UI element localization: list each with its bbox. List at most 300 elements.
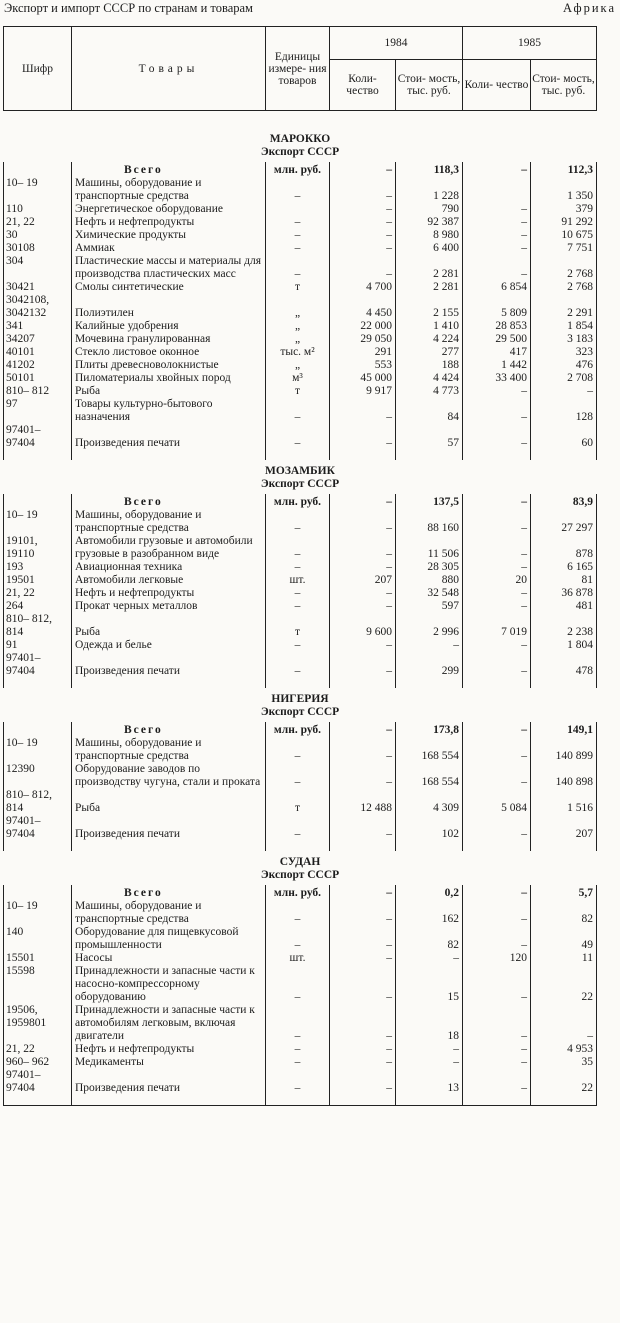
row-code: 193 — [4, 561, 72, 574]
row-v1: 162 — [396, 900, 463, 926]
row-goods: Машины, оборудование и транспортные средства — [72, 737, 266, 763]
total-unit: млн. руб. — [266, 885, 330, 900]
gap-cell — [531, 841, 597, 851]
row-q2: – — [463, 1004, 531, 1043]
table-row — [4, 1004, 597, 1043]
row-goods: Рыба — [72, 385, 266, 398]
total-v2: 5,7 — [531, 885, 597, 900]
row-q2: 1 442 — [463, 359, 531, 372]
row-v1: 15 — [396, 965, 463, 1004]
row-q1: – — [330, 600, 396, 613]
row-code: 10– 19 — [4, 509, 72, 535]
col-code-header: Шифр — [4, 27, 72, 111]
row-goods: Нефть и нефтепродукты — [72, 587, 266, 600]
gap-cell — [396, 678, 463, 688]
row-goods: Оборудование для пищевкусовой промышленности — [72, 926, 266, 952]
row-code: 19506, 1959801 — [4, 1004, 72, 1043]
row-q2: 120 — [463, 952, 531, 965]
row-unit: – — [266, 535, 330, 561]
row-q2: – — [463, 216, 531, 229]
row-q2: – — [463, 242, 531, 255]
row-v2: 4 953 — [531, 1043, 597, 1056]
row-goods: Аммиак — [72, 242, 266, 255]
section-subtitle: Экспорт СССР — [260, 478, 340, 490]
row-unit: – — [266, 229, 330, 242]
row-q1: – — [330, 1043, 396, 1056]
row-q2: – — [463, 815, 531, 841]
row-v1: 84 — [396, 398, 463, 424]
row-v2: 22 — [531, 965, 597, 1004]
row-goods: Принадлежности и запасные части к насосно-компрессорному оборудованию — [72, 965, 266, 1004]
row-unit: тыс. м² — [266, 346, 330, 359]
row-goods: Медикаменты — [72, 1056, 266, 1069]
row-v2: 3 183 — [531, 333, 597, 346]
section-subtitle: Экспорт СССР — [260, 146, 340, 158]
country-name: МОЗАМБИК — [265, 465, 335, 477]
row-goods: Нефть и нефтепродукты — [72, 216, 266, 229]
row-q1: 45 000 — [330, 372, 396, 385]
row-unit: т — [266, 789, 330, 815]
row-code: 15501 — [4, 952, 72, 965]
row-q1: – — [330, 509, 396, 535]
row-unit: „ — [266, 320, 330, 333]
row-unit: – — [266, 587, 330, 600]
row-q1: 291 — [330, 346, 396, 359]
row-v2: 478 — [531, 652, 597, 678]
row-unit: шт. — [266, 574, 330, 587]
row-v1: – — [396, 1043, 463, 1056]
row-unit: т — [266, 613, 330, 639]
row-unit: – — [266, 815, 330, 841]
table-row — [4, 242, 597, 255]
table-row — [4, 320, 597, 333]
total-q1: – — [330, 162, 396, 177]
row-q1: – — [330, 203, 396, 216]
gap-cell — [330, 841, 396, 851]
row-v1: 1 410 — [396, 320, 463, 333]
row-code: 41202 — [4, 359, 72, 372]
row-v1: – — [396, 952, 463, 965]
row-unit: – — [266, 398, 330, 424]
row-q2: – — [463, 926, 531, 952]
row-v2: 91 292 — [531, 216, 597, 229]
row-unit: – — [266, 639, 330, 652]
row-v2: 2 238 — [531, 613, 597, 639]
row-unit: – — [266, 652, 330, 678]
row-v2: 2 768 — [531, 281, 597, 294]
section-gap — [4, 841, 597, 851]
table-row — [4, 613, 597, 639]
row-goods: Смолы синтетические — [72, 281, 266, 294]
row-goods: Машины, оборудование и транспортные средства — [72, 509, 266, 535]
col-goods-header: Товары — [72, 27, 266, 111]
total-label: Всего — [72, 162, 266, 177]
row-code: 97 — [4, 398, 72, 424]
table-row — [4, 294, 597, 320]
row-code: 97401– 97404 — [4, 1069, 72, 1095]
row-q1: – — [330, 815, 396, 841]
row-unit: – — [266, 1004, 330, 1043]
row-code: 21, 22 — [4, 216, 72, 229]
row-v1: 28 305 — [396, 561, 463, 574]
row-q1: – — [330, 652, 396, 678]
gap-cell — [266, 841, 330, 851]
country-name: НИГЕРИЯ — [271, 693, 329, 705]
row-v1: 277 — [396, 346, 463, 359]
row-goods: Насосы — [72, 952, 266, 965]
row-code: 960– 962 — [4, 1056, 72, 1069]
row-v2: 481 — [531, 600, 597, 613]
row-q1: 4 450 — [330, 294, 396, 320]
row-code: 810– 812 — [4, 385, 72, 398]
total-code — [4, 162, 72, 177]
row-q2: – — [463, 203, 531, 216]
table-row — [4, 281, 597, 294]
gap-cell — [4, 678, 72, 688]
gap-cell — [72, 678, 266, 688]
row-code: 50101 — [4, 372, 72, 385]
row-v1: 88 160 — [396, 509, 463, 535]
row-v2: 2 768 — [531, 255, 597, 281]
row-q2: – — [463, 763, 531, 789]
gap-cell — [330, 450, 396, 460]
row-code: 3042108, 3042132 — [4, 294, 72, 320]
row-q2: – — [463, 737, 531, 763]
row-v2: 1 350 — [531, 177, 597, 203]
row-v1: 2 281 — [396, 255, 463, 281]
table-row — [4, 965, 597, 1004]
row-v2: 11 — [531, 952, 597, 965]
table-row — [4, 509, 597, 535]
gap-cell — [531, 1095, 597, 1106]
row-goods: Принадлежности и запасные части к автомобилям легковым, включая двигатели — [72, 1004, 266, 1043]
row-q2: – — [463, 255, 531, 281]
row-unit: – — [266, 737, 330, 763]
row-unit: „ — [266, 333, 330, 346]
total-row — [4, 494, 597, 509]
row-code: 40101 — [4, 346, 72, 359]
row-unit: шт. — [266, 952, 330, 965]
row-q2: 33 400 — [463, 372, 531, 385]
row-v1: 2 155 — [396, 294, 463, 320]
total-q2: – — [463, 494, 531, 509]
row-q2: 417 — [463, 346, 531, 359]
row-q1: 12 488 — [330, 789, 396, 815]
row-q1: – — [330, 965, 396, 1004]
row-q2: 5 809 — [463, 294, 531, 320]
gap-cell — [396, 450, 463, 460]
col-year1-header: 1984 — [330, 27, 463, 60]
total-q1: – — [330, 722, 396, 737]
row-q2: 5 084 — [463, 789, 531, 815]
total-label: Всего — [72, 722, 266, 737]
row-q2: – — [463, 1069, 531, 1095]
row-unit: – — [266, 965, 330, 1004]
row-v2: 22 — [531, 1069, 597, 1095]
row-unit: – — [266, 763, 330, 789]
row-v2: 128 — [531, 398, 597, 424]
row-unit: – — [266, 561, 330, 574]
row-q2: 28 853 — [463, 320, 531, 333]
row-q2: 20 — [463, 574, 531, 587]
row-q1: – — [330, 177, 396, 203]
total-v1: 118,3 — [396, 162, 463, 177]
row-v2: 2 291 — [531, 294, 597, 320]
row-q2: – — [463, 385, 531, 398]
row-code: 304 — [4, 255, 72, 281]
row-unit: – — [266, 1056, 330, 1069]
col-units-header: Единицы измере- ния товаров — [266, 27, 330, 111]
total-unit: млн. руб. — [266, 722, 330, 737]
row-goods: Произведения печати — [72, 1069, 266, 1095]
row-v2: 140 898 — [531, 763, 597, 789]
row-v1: 82 — [396, 926, 463, 952]
row-v1: 18 — [396, 1004, 463, 1043]
running-header-region: Африка — [562, 1, 616, 15]
row-q1: – — [330, 1004, 396, 1043]
total-q1: – — [330, 885, 396, 900]
row-q1: – — [330, 639, 396, 652]
row-v1: 188 — [396, 359, 463, 372]
row-v1: 299 — [396, 652, 463, 678]
row-q1: – — [330, 424, 396, 450]
total-code — [4, 494, 72, 509]
row-q2: – — [463, 639, 531, 652]
table-row — [4, 1056, 597, 1069]
total-code — [4, 885, 72, 900]
gap-cell — [463, 1095, 531, 1106]
table-row — [4, 229, 597, 242]
row-v2: 82 — [531, 900, 597, 926]
gap-cell — [396, 1095, 463, 1106]
row-code: 140 — [4, 926, 72, 952]
section-gap — [4, 450, 597, 460]
row-goods: Товары культурно-бытового назначения — [72, 398, 266, 424]
row-unit: – — [266, 1043, 330, 1056]
total-v2: 83,9 — [531, 494, 597, 509]
row-q2: – — [463, 561, 531, 574]
gap-cell — [531, 450, 597, 460]
row-v1: 1 228 — [396, 177, 463, 203]
total-code — [4, 722, 72, 737]
total-v2: 112,3 — [531, 162, 597, 177]
row-v1: 4 309 — [396, 789, 463, 815]
row-unit: м³ — [266, 372, 330, 385]
row-unit: т — [266, 385, 330, 398]
country-name: СУДАН — [279, 856, 321, 868]
row-q1: – — [330, 587, 396, 600]
row-code: 19101, 19110 — [4, 535, 72, 561]
row-goods: Прокат черных металлов — [72, 600, 266, 613]
row-unit: – — [266, 424, 330, 450]
total-label: Всего — [72, 494, 266, 509]
row-v2: 2 708 — [531, 372, 597, 385]
country-heading-row — [4, 851, 597, 869]
total-v1: 0,2 — [396, 885, 463, 900]
row-code: 21, 22 — [4, 1043, 72, 1056]
gap-cell — [463, 841, 531, 851]
row-goods: Нефть и нефтепродукты — [72, 1043, 266, 1056]
section-subtitle: Экспорт СССР — [260, 869, 340, 881]
row-goods: Одежда и белье — [72, 639, 266, 652]
row-q2: 7 019 — [463, 613, 531, 639]
table-row — [4, 216, 597, 229]
row-unit: „ — [266, 294, 330, 320]
row-code: 30 — [4, 229, 72, 242]
row-unit — [266, 203, 330, 216]
table-row — [4, 372, 597, 385]
row-q1: – — [330, 763, 396, 789]
row-goods: Машины, оборудование и транспортные средства — [72, 900, 266, 926]
table-row — [4, 177, 597, 203]
row-v2: 1 804 — [531, 639, 597, 652]
row-q2: – — [463, 1056, 531, 1069]
row-goods: Авиационная техника — [72, 561, 266, 574]
total-q2: – — [463, 722, 531, 737]
row-v2: 7 751 — [531, 242, 597, 255]
row-q1: 553 — [330, 359, 396, 372]
row-goods: Мочевина гранулированная — [72, 333, 266, 346]
row-v1: 11 506 — [396, 535, 463, 561]
row-goods: Плиты древесноволокнистые — [72, 359, 266, 372]
row-code: 12390 — [4, 763, 72, 789]
row-v2: 476 — [531, 359, 597, 372]
table-row — [4, 652, 597, 678]
row-q1: 207 — [330, 574, 396, 587]
row-unit: – — [266, 900, 330, 926]
gap-cell — [4, 450, 72, 460]
gap-cell — [4, 1095, 72, 1106]
row-v2: 379 — [531, 203, 597, 216]
row-v2: 1 516 — [531, 789, 597, 815]
row-goods: Произведения печати — [72, 424, 266, 450]
row-v2: 36 878 — [531, 587, 597, 600]
row-code: 97401– 97404 — [4, 424, 72, 450]
row-v2: 49 — [531, 926, 597, 952]
row-unit: – — [266, 509, 330, 535]
total-unit: млн. руб. — [266, 162, 330, 177]
row-goods: Рыба — [72, 789, 266, 815]
table-body — [4, 111, 597, 1106]
row-unit: – — [266, 926, 330, 952]
row-v2: 60 — [531, 424, 597, 450]
row-unit: – — [266, 177, 330, 203]
gap-cell — [463, 678, 531, 688]
row-v1: 6 400 — [396, 242, 463, 255]
col-value2-header: Стои- мость, тыс. руб. — [531, 60, 597, 111]
row-q2: – — [463, 509, 531, 535]
row-goods: Автомобили легковые — [72, 574, 266, 587]
table-row — [4, 900, 597, 926]
row-q1: 29 050 — [330, 333, 396, 346]
row-code: 810– 812, 814 — [4, 789, 72, 815]
row-q1: 9 917 — [330, 385, 396, 398]
row-code: 30108 — [4, 242, 72, 255]
table-row — [4, 359, 597, 372]
table-row — [4, 952, 597, 965]
row-q1: – — [330, 255, 396, 281]
row-q2: – — [463, 535, 531, 561]
row-v1: 32 548 — [396, 587, 463, 600]
gap-cell — [4, 841, 72, 851]
row-v1: 168 554 — [396, 763, 463, 789]
row-unit: т — [266, 281, 330, 294]
total-q1: – — [330, 494, 396, 509]
row-v1: 102 — [396, 815, 463, 841]
row-q2: – — [463, 587, 531, 600]
row-code: 15598 — [4, 965, 72, 1004]
row-q2: – — [463, 600, 531, 613]
row-q1: – — [330, 216, 396, 229]
country-heading-row — [4, 111, 597, 147]
row-q1: – — [330, 561, 396, 574]
row-v2: 35 — [531, 1056, 597, 1069]
running-header — [4, 2, 616, 22]
row-v2: 323 — [531, 346, 597, 359]
row-v1: – — [396, 639, 463, 652]
row-q1: – — [330, 926, 396, 952]
table-row — [4, 424, 597, 450]
gap-cell — [330, 1095, 396, 1106]
table-row — [4, 398, 597, 424]
row-v2: 27 297 — [531, 509, 597, 535]
running-header-title: Экспорт и импорт СССР по странам и товарам — [4, 1, 253, 15]
gap-cell — [266, 1095, 330, 1106]
row-v1: 92 387 — [396, 216, 463, 229]
row-v1: – — [396, 1056, 463, 1069]
total-v1: 173,8 — [396, 722, 463, 737]
section-subtitle-row — [4, 146, 597, 162]
row-goods: Рыба — [72, 613, 266, 639]
row-v2: 81 — [531, 574, 597, 587]
row-v2: 1 854 — [531, 320, 597, 333]
row-code: 19501 — [4, 574, 72, 587]
row-code: 34207 — [4, 333, 72, 346]
gap-cell — [463, 450, 531, 460]
table-row — [4, 815, 597, 841]
row-goods: Пластические массы и материалы для производства пластических масс — [72, 255, 266, 281]
row-v1: 790 — [396, 203, 463, 216]
row-v1: 8 980 — [396, 229, 463, 242]
row-goods: Произведения печати — [72, 652, 266, 678]
total-v1: 137,5 — [396, 494, 463, 509]
row-q1: – — [330, 242, 396, 255]
row-code: 91 — [4, 639, 72, 652]
row-code: 97401– 97404 — [4, 815, 72, 841]
row-code: 97401– 97404 — [4, 652, 72, 678]
row-unit: – — [266, 1069, 330, 1095]
table-row — [4, 587, 597, 600]
row-code: 10– 19 — [4, 177, 72, 203]
row-v1: 597 — [396, 600, 463, 613]
section-gap — [4, 1095, 597, 1106]
table-row — [4, 926, 597, 952]
row-goods: Энергетическое оборудование — [72, 203, 266, 216]
table-row — [4, 333, 597, 346]
row-v2: 10 675 — [531, 229, 597, 242]
total-row — [4, 722, 597, 737]
row-code: 264 — [4, 600, 72, 613]
total-row — [4, 885, 597, 900]
col-qty2-header: Коли- чество — [463, 60, 531, 111]
gap-cell — [266, 450, 330, 460]
gap-cell — [396, 841, 463, 851]
row-v1: 2 281 — [396, 281, 463, 294]
row-code: 341 — [4, 320, 72, 333]
total-q2: – — [463, 885, 531, 900]
row-unit: – — [266, 600, 330, 613]
row-v2: 207 — [531, 815, 597, 841]
